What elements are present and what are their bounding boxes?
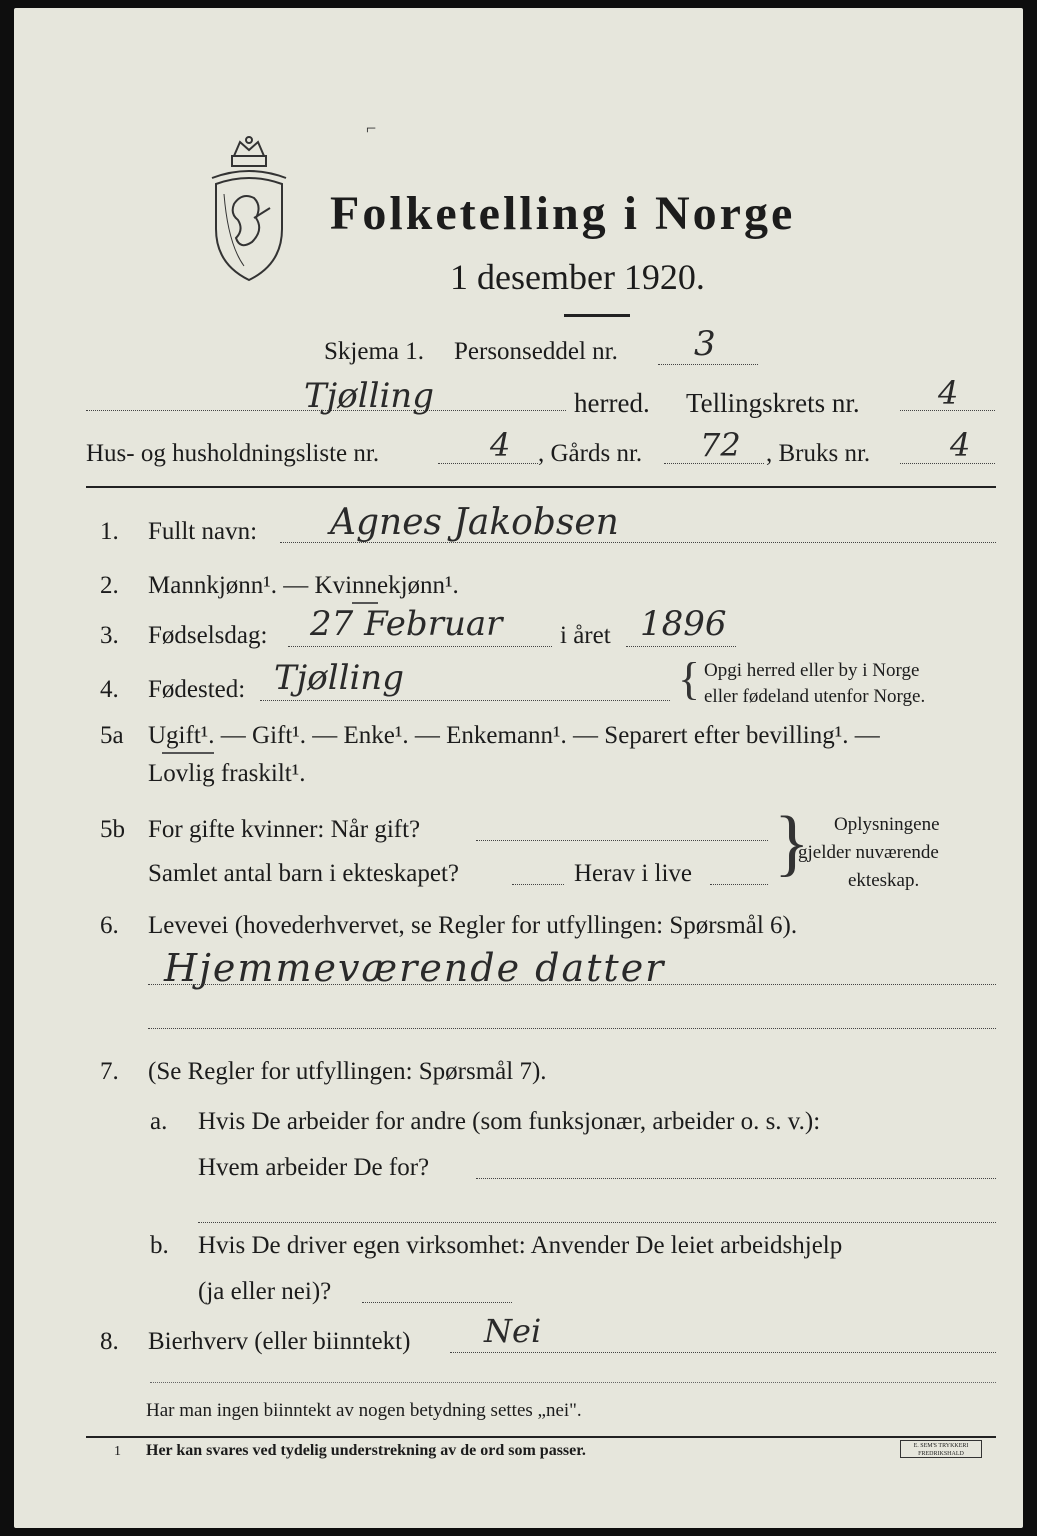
q4-brace: {	[678, 653, 701, 704]
q3-line	[288, 646, 552, 647]
q3-year-label: i året	[560, 622, 611, 649]
herred-label: herred.	[574, 388, 650, 418]
q4-note-2: eller fødeland utenfor Norge.	[704, 686, 926, 707]
q3-year-value: 1896	[640, 604, 727, 644]
gards-label: , Gårds nr.	[538, 440, 643, 467]
printer-stamp-text: E. SEM'S TRYKKERI FREDRIKSHALD	[913, 1443, 969, 1457]
q3-value: 27 Februar	[310, 604, 503, 644]
q3-year-line	[626, 646, 736, 647]
hus-label: Hus- og husholdningsliste nr.	[86, 440, 380, 467]
q2-number: 2.	[100, 572, 119, 599]
q3-number: 3.	[100, 622, 119, 649]
herred-value: Tjølling	[304, 376, 434, 416]
q7a-line-1	[476, 1178, 996, 1179]
q5b-line-1	[476, 840, 768, 841]
bruks-label: , Bruks nr.	[766, 440, 871, 467]
coat-of-arms-icon	[204, 134, 294, 284]
personseddel-value: 3	[694, 324, 716, 364]
q4-number: 4.	[100, 676, 119, 703]
q7a-letter: a.	[150, 1108, 168, 1135]
printer-stamp	[900, 1440, 982, 1458]
q5b-number: 5b	[100, 816, 125, 843]
q7b-letter: b.	[150, 1232, 169, 1259]
footer-divider	[150, 1382, 996, 1383]
census-form-page	[14, 8, 1023, 1528]
q4-line	[260, 700, 670, 701]
q5b-brace: }	[774, 802, 810, 884]
q5b-line-2	[512, 884, 564, 885]
tellingskrets-label: Tellingskrets nr.	[686, 388, 860, 418]
q7a-line-2	[198, 1222, 996, 1223]
q5a-label-2: Lovlig fraskilt¹.	[148, 760, 306, 787]
q8-line	[450, 1352, 996, 1353]
page-title: Folketelling i Norge	[330, 187, 796, 240]
q6-label: Levevei (hovederhvervet, se Regler for utfyllingen: Spørsmål 6).	[148, 912, 798, 939]
q5b-note-2: gjelder nuværende	[798, 842, 939, 863]
census-date: 1 desember 1920.	[450, 257, 705, 297]
q7b-line	[362, 1302, 512, 1303]
q3-label: Fødselsdag:	[148, 622, 268, 649]
pen-mark: ⌐	[366, 118, 377, 138]
q7a-label-2: Hvem arbeider De for?	[198, 1154, 430, 1181]
q1-number: 1.	[100, 518, 119, 545]
footnote-number: 1	[114, 1444, 121, 1459]
q8-number: 8.	[100, 1328, 119, 1355]
q5b-line-3	[710, 884, 768, 885]
hus-line	[438, 463, 538, 464]
q5b-note-3: ekteskap.	[848, 870, 920, 891]
bruks-value: 4	[950, 426, 971, 464]
q5b-note-1: Oplysningene	[834, 814, 940, 835]
q7-label: (Se Regler for utfyllingen: Spørsmål 7).	[148, 1058, 547, 1085]
q5a-label: Ugift¹. — Gift¹. — Enke¹. — Enkemann¹. — Separert efter bevilling¹. —	[148, 722, 880, 749]
gards-value: 72	[700, 426, 741, 464]
q7a-label: Hvis De arbeider for andre (som funksjonær, arbeider o. s. v.):	[198, 1108, 821, 1135]
personseddel-label: Personseddel nr.	[454, 338, 618, 365]
footer-note: Har man ingen biinntekt av nogen betydning settes „nei".	[146, 1400, 582, 1421]
q5a-underline	[162, 752, 214, 754]
q4-note-1: Opgi herred eller by i Norge	[704, 660, 920, 681]
personseddel-line	[658, 364, 758, 365]
q2-label: Mannkjønn¹. — Kvinnekjønn¹.	[148, 572, 459, 599]
q7b-label-2: (ja eller nei)?	[198, 1278, 332, 1305]
footnote-divider	[86, 1436, 996, 1438]
hus-value: 4	[490, 426, 511, 464]
tellingskrets-value: 4	[938, 374, 959, 412]
footnote-text: Her kan svares ved tydelig understrekning av de ord som passer.	[146, 1442, 586, 1459]
q4-label: Fødested:	[148, 676, 246, 703]
q8-value: Nei	[484, 1312, 542, 1350]
header-divider	[86, 486, 996, 488]
q5b-label-3: Herav i live	[574, 860, 693, 887]
q5b-label: For gifte kvinner: Når gift?	[148, 816, 421, 843]
q5b-label-2: Samlet antal barn i ekteskapet?	[148, 860, 459, 887]
q6-number: 6.	[100, 912, 119, 939]
q6-line-2	[148, 1028, 996, 1029]
q6-value: Hjemmeværende datter	[164, 946, 666, 990]
q1-value: Agnes Jakobsen	[330, 502, 619, 543]
q7-number: 7.	[100, 1058, 119, 1085]
title-divider	[564, 314, 630, 317]
bruks-line	[900, 463, 995, 464]
q8-label: Bierhverv (eller biinntekt)	[148, 1328, 411, 1355]
q5a-number: 5a	[100, 722, 124, 749]
skjema-label: Skjema 1.	[324, 338, 424, 365]
q7b-label: Hvis De driver egen virksomhet: Anvender De leiet arbeidshjelp	[198, 1232, 843, 1259]
q4-value: Tjølling	[274, 658, 404, 698]
q1-label: Fullt navn:	[148, 518, 258, 545]
